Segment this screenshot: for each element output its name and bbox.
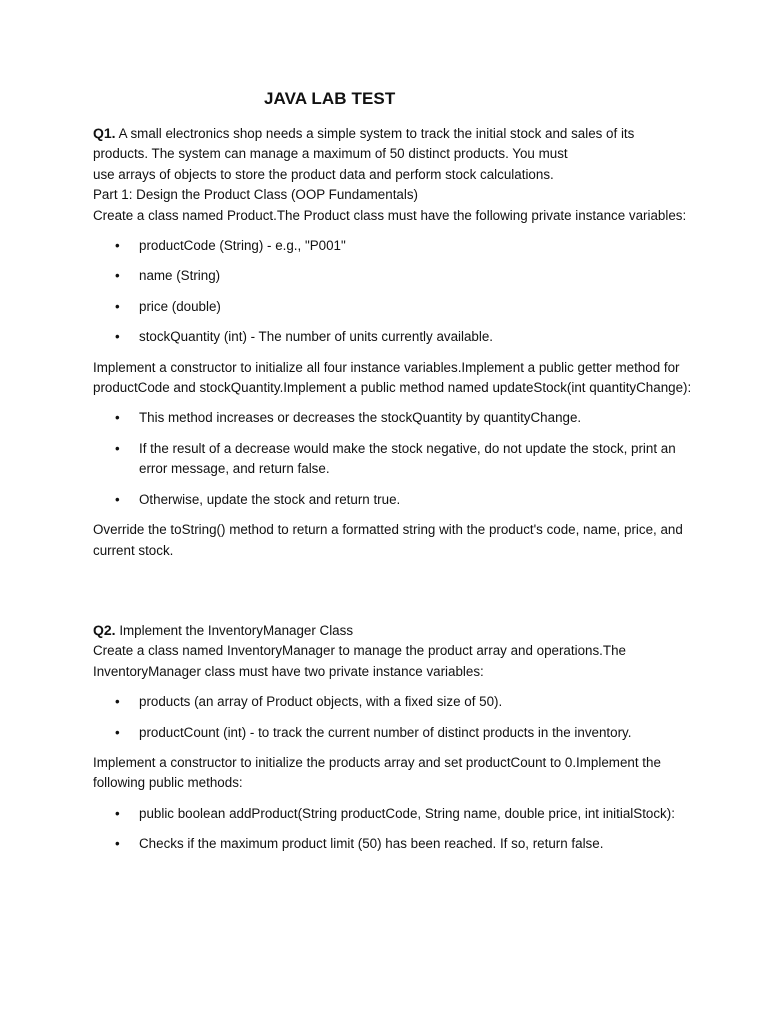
q1-tostring-text: Override the toString() method to return a formatted string with the product's code, name, price, and current stock. <box>93 522 683 558</box>
list-item: • public boolean addProduct(String productCode, String name, double price, int initialStock): <box>93 804 693 824</box>
q1-part1-text: Create a class named Product.The Product class must have the following private instance variables: <box>93 207 687 223</box>
q1-variable-list <box>93 236 693 348</box>
q1-intro-line1: A small electronics shop needs a simple system to track the initial stock and sales of its products. The system can manage a maximum of 50 distinct products. You must <box>93 126 635 162</box>
list-item: • products (an array of Product objects, with a fixed size of 50). <box>93 692 693 712</box>
list-item: • name (String) <box>93 266 693 286</box>
list-item: • price (double) <box>93 297 693 317</box>
list-item: • Checks if the maximum product limit (50) has been reached. If so, return false. <box>93 834 693 854</box>
q1-constructor-text: Implement a constructor to initialize all four instance variables.Implement a public getter method for productCode and stockQuantity.Implement a public method named updateStock(int quantityChange): <box>93 359 692 396</box>
q2-methods-list <box>93 804 693 855</box>
q1-intro-line2: use arrays of objects to store the product data and perform stock calculations. <box>93 166 554 182</box>
q1-label: Q1. <box>93 125 116 141</box>
q2-heading: Implement the InventoryManager Class <box>119 622 354 638</box>
q1-part1-heading: Part 1: Design the Product Class (OOP Fundamentals) <box>93 187 418 203</box>
list-item: • Otherwise, update the stock and return true. <box>93 490 693 510</box>
list-item: • productCount (int) - to track the current number of distinct products in the inventory. <box>93 723 693 743</box>
list-item: • stockQuantity (int) - The number of units currently available. <box>93 327 693 347</box>
q2-variable-list <box>93 692 693 743</box>
document-body <box>93 123 693 855</box>
q1-update-rules-list <box>93 408 693 510</box>
list-item: • If the result of a decrease would make the stock negative, do not update the stock, print an error message, and return false. <box>93 439 693 480</box>
list-item: • This method increases or decreases the stockQuantity by quantityChange. <box>93 408 693 428</box>
document-title: JAVA LAB TEST <box>264 89 396 108</box>
q1-intro <box>93 123 693 165</box>
list-item: • productCode (String) - e.g., "P001" <box>93 236 693 256</box>
q2-heading-line <box>93 620 693 641</box>
q2-label: Q2. <box>93 621 116 638</box>
q2-intro-text: Create a class named InventoryManager to manage the product array and operations.The InventoryManager class must have two private instance variables: <box>93 643 626 679</box>
q2-constructor-text: Implement a constructor to initialize the products array and set productCount to 0.Implement the following public methods: <box>93 754 661 791</box>
